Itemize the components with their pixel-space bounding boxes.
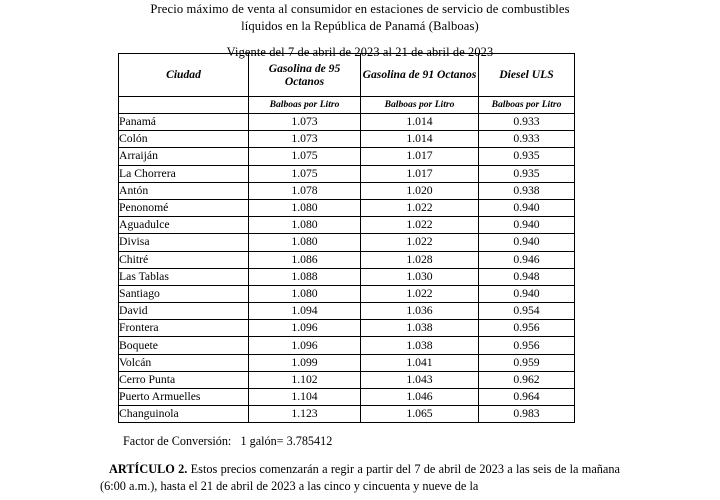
column-header-diesel: Diesel ULS — [479, 54, 575, 97]
table-row — [119, 337, 575, 354]
table-row — [119, 114, 575, 131]
cell-g91: 1.038 — [361, 337, 479, 354]
cell-g95: 1.104 — [249, 389, 361, 406]
cell-g95: 1.080 — [249, 199, 361, 216]
cell-city: Las Tablas — [119, 268, 249, 285]
table-row — [119, 165, 575, 182]
cell-diesel: 0.938 — [479, 182, 575, 199]
column-header-gasoline-91: Gasolina de 91 Octanos — [361, 54, 479, 97]
table-row — [119, 389, 575, 406]
cell-city: Panamá — [119, 114, 249, 131]
conversion-factor-label: Factor de Conversión: — [123, 434, 232, 448]
conversion-factor-value: 1 galón= 3.785412 — [240, 434, 333, 448]
unit-header-gasoline-91: Balboas por Litro — [361, 97, 479, 114]
cell-city: Chitré — [119, 251, 249, 268]
cell-diesel: 0.956 — [479, 320, 575, 337]
cell-g91: 1.041 — [361, 354, 479, 371]
table-row — [119, 320, 575, 337]
cell-diesel: 0.940 — [479, 199, 575, 216]
cell-city: Puerto Armuelles — [119, 389, 249, 406]
cell-city: Arraiján — [119, 148, 249, 165]
cell-g91: 1.038 — [361, 320, 479, 337]
document-heading — [0, 0, 720, 60]
table-row — [119, 371, 575, 388]
cell-city: La Chorrera — [119, 165, 249, 182]
cell-g95: 1.080 — [249, 217, 361, 234]
cell-diesel: 0.954 — [479, 303, 575, 320]
cell-g95: 1.073 — [249, 131, 361, 148]
cell-g95: 1.086 — [249, 251, 361, 268]
cell-city: Changuinola — [119, 406, 249, 423]
cell-city: Aguadulce — [119, 217, 249, 234]
cell-diesel: 0.956 — [479, 337, 575, 354]
cell-city: Frontera — [119, 320, 249, 337]
cell-g91: 1.022 — [361, 285, 479, 302]
cell-diesel: 0.948 — [479, 268, 575, 285]
cell-diesel: 0.933 — [479, 114, 575, 131]
cell-g95: 1.078 — [249, 182, 361, 199]
cell-g91: 1.022 — [361, 234, 479, 251]
cell-g91: 1.022 — [361, 217, 479, 234]
cell-city: Penonomé — [119, 199, 249, 216]
table-row — [119, 268, 575, 285]
cell-city: Colón — [119, 131, 249, 148]
table-header — [119, 54, 575, 114]
cell-diesel: 0.940 — [479, 217, 575, 234]
fuel-price-table — [118, 53, 575, 423]
table-row — [119, 354, 575, 371]
cell-diesel: 0.940 — [479, 234, 575, 251]
table-row — [119, 251, 575, 268]
cell-diesel: 0.935 — [479, 148, 575, 165]
cell-g95: 1.099 — [249, 354, 361, 371]
conversion-factor-line — [123, 434, 332, 449]
cell-g91: 1.020 — [361, 182, 479, 199]
cell-city: Antón — [119, 182, 249, 199]
cell-g91: 1.028 — [361, 251, 479, 268]
table-row — [119, 234, 575, 251]
cell-city: Divisa — [119, 234, 249, 251]
table-header-row-unit — [119, 97, 575, 114]
cell-g91: 1.017 — [361, 148, 479, 165]
table-row — [119, 182, 575, 199]
cell-g95: 1.102 — [249, 371, 361, 388]
table-row — [119, 148, 575, 165]
cell-city: Boquete — [119, 337, 249, 354]
cell-city: Cerro Punta — [119, 371, 249, 388]
cell-g91: 1.022 — [361, 199, 479, 216]
cell-g95: 1.096 — [249, 337, 361, 354]
cell-g95: 1.088 — [249, 268, 361, 285]
article-2-label: ARTÍCULO 2. — [109, 462, 188, 476]
cell-g95: 1.080 — [249, 285, 361, 302]
cell-city: Volcán — [119, 354, 249, 371]
cell-diesel: 0.964 — [479, 389, 575, 406]
unit-header-diesel: Balboas por Litro — [479, 97, 575, 114]
cell-diesel: 0.940 — [479, 285, 575, 302]
table-row — [119, 217, 575, 234]
cell-diesel: 0.959 — [479, 354, 575, 371]
table-row — [119, 199, 575, 216]
cell-diesel: 0.933 — [479, 131, 575, 148]
table-body — [119, 114, 575, 423]
cell-g91: 1.043 — [361, 371, 479, 388]
table-row — [119, 406, 575, 423]
column-header-city: Ciudad — [119, 54, 249, 97]
cell-g91: 1.065 — [361, 406, 479, 423]
cell-g95: 1.080 — [249, 234, 361, 251]
table-header-row-main — [119, 54, 575, 97]
article-2-paragraph — [100, 461, 620, 494]
cell-g95: 1.123 — [249, 406, 361, 423]
cell-g95: 1.096 — [249, 320, 361, 337]
cell-g95: 1.075 — [249, 165, 361, 182]
cell-g91: 1.030 — [361, 268, 479, 285]
title-line-1: Precio máximo de venta al consumidor en estaciones de servicio de combustibles — [150, 2, 570, 16]
cell-diesel: 0.962 — [479, 371, 575, 388]
cell-g95: 1.094 — [249, 303, 361, 320]
cell-g91: 1.017 — [361, 165, 479, 182]
cell-g95: 1.075 — [249, 148, 361, 165]
cell-diesel: 0.935 — [479, 165, 575, 182]
title-line-2: líquidos en la República de Panamá (Balboas) — [241, 18, 479, 33]
cell-g91: 1.036 — [361, 303, 479, 320]
unit-header-city — [119, 97, 249, 114]
table-row — [119, 131, 575, 148]
cell-city: David — [119, 303, 249, 320]
cell-diesel: 0.983 — [479, 406, 575, 423]
cell-g91: 1.046 — [361, 389, 479, 406]
column-header-gasoline-95: Gasolina de 95 Octanos — [249, 54, 361, 97]
cell-g91: 1.014 — [361, 114, 479, 131]
cell-g91: 1.014 — [361, 131, 479, 148]
validity-line: Vigente del 7 de abril de 2023 al 21 de abril de 2023 — [226, 45, 494, 59]
price-table-container — [118, 53, 574, 423]
cell-diesel: 0.946 — [479, 251, 575, 268]
table-row — [119, 285, 575, 302]
cell-city: Santiago — [119, 285, 249, 302]
article-2-text: Estos precios comenzarán a regir a partir del 7 de abril de 2023 a las seis de la mañana (6:00 a.m.), hasta el 21 de abril de 2023 a las cinco y cincuenta y nueve de la — [100, 462, 620, 493]
table-row — [119, 303, 575, 320]
cell-g95: 1.073 — [249, 114, 361, 131]
unit-header-gasoline-95: Balboas por Litro — [249, 97, 361, 114]
